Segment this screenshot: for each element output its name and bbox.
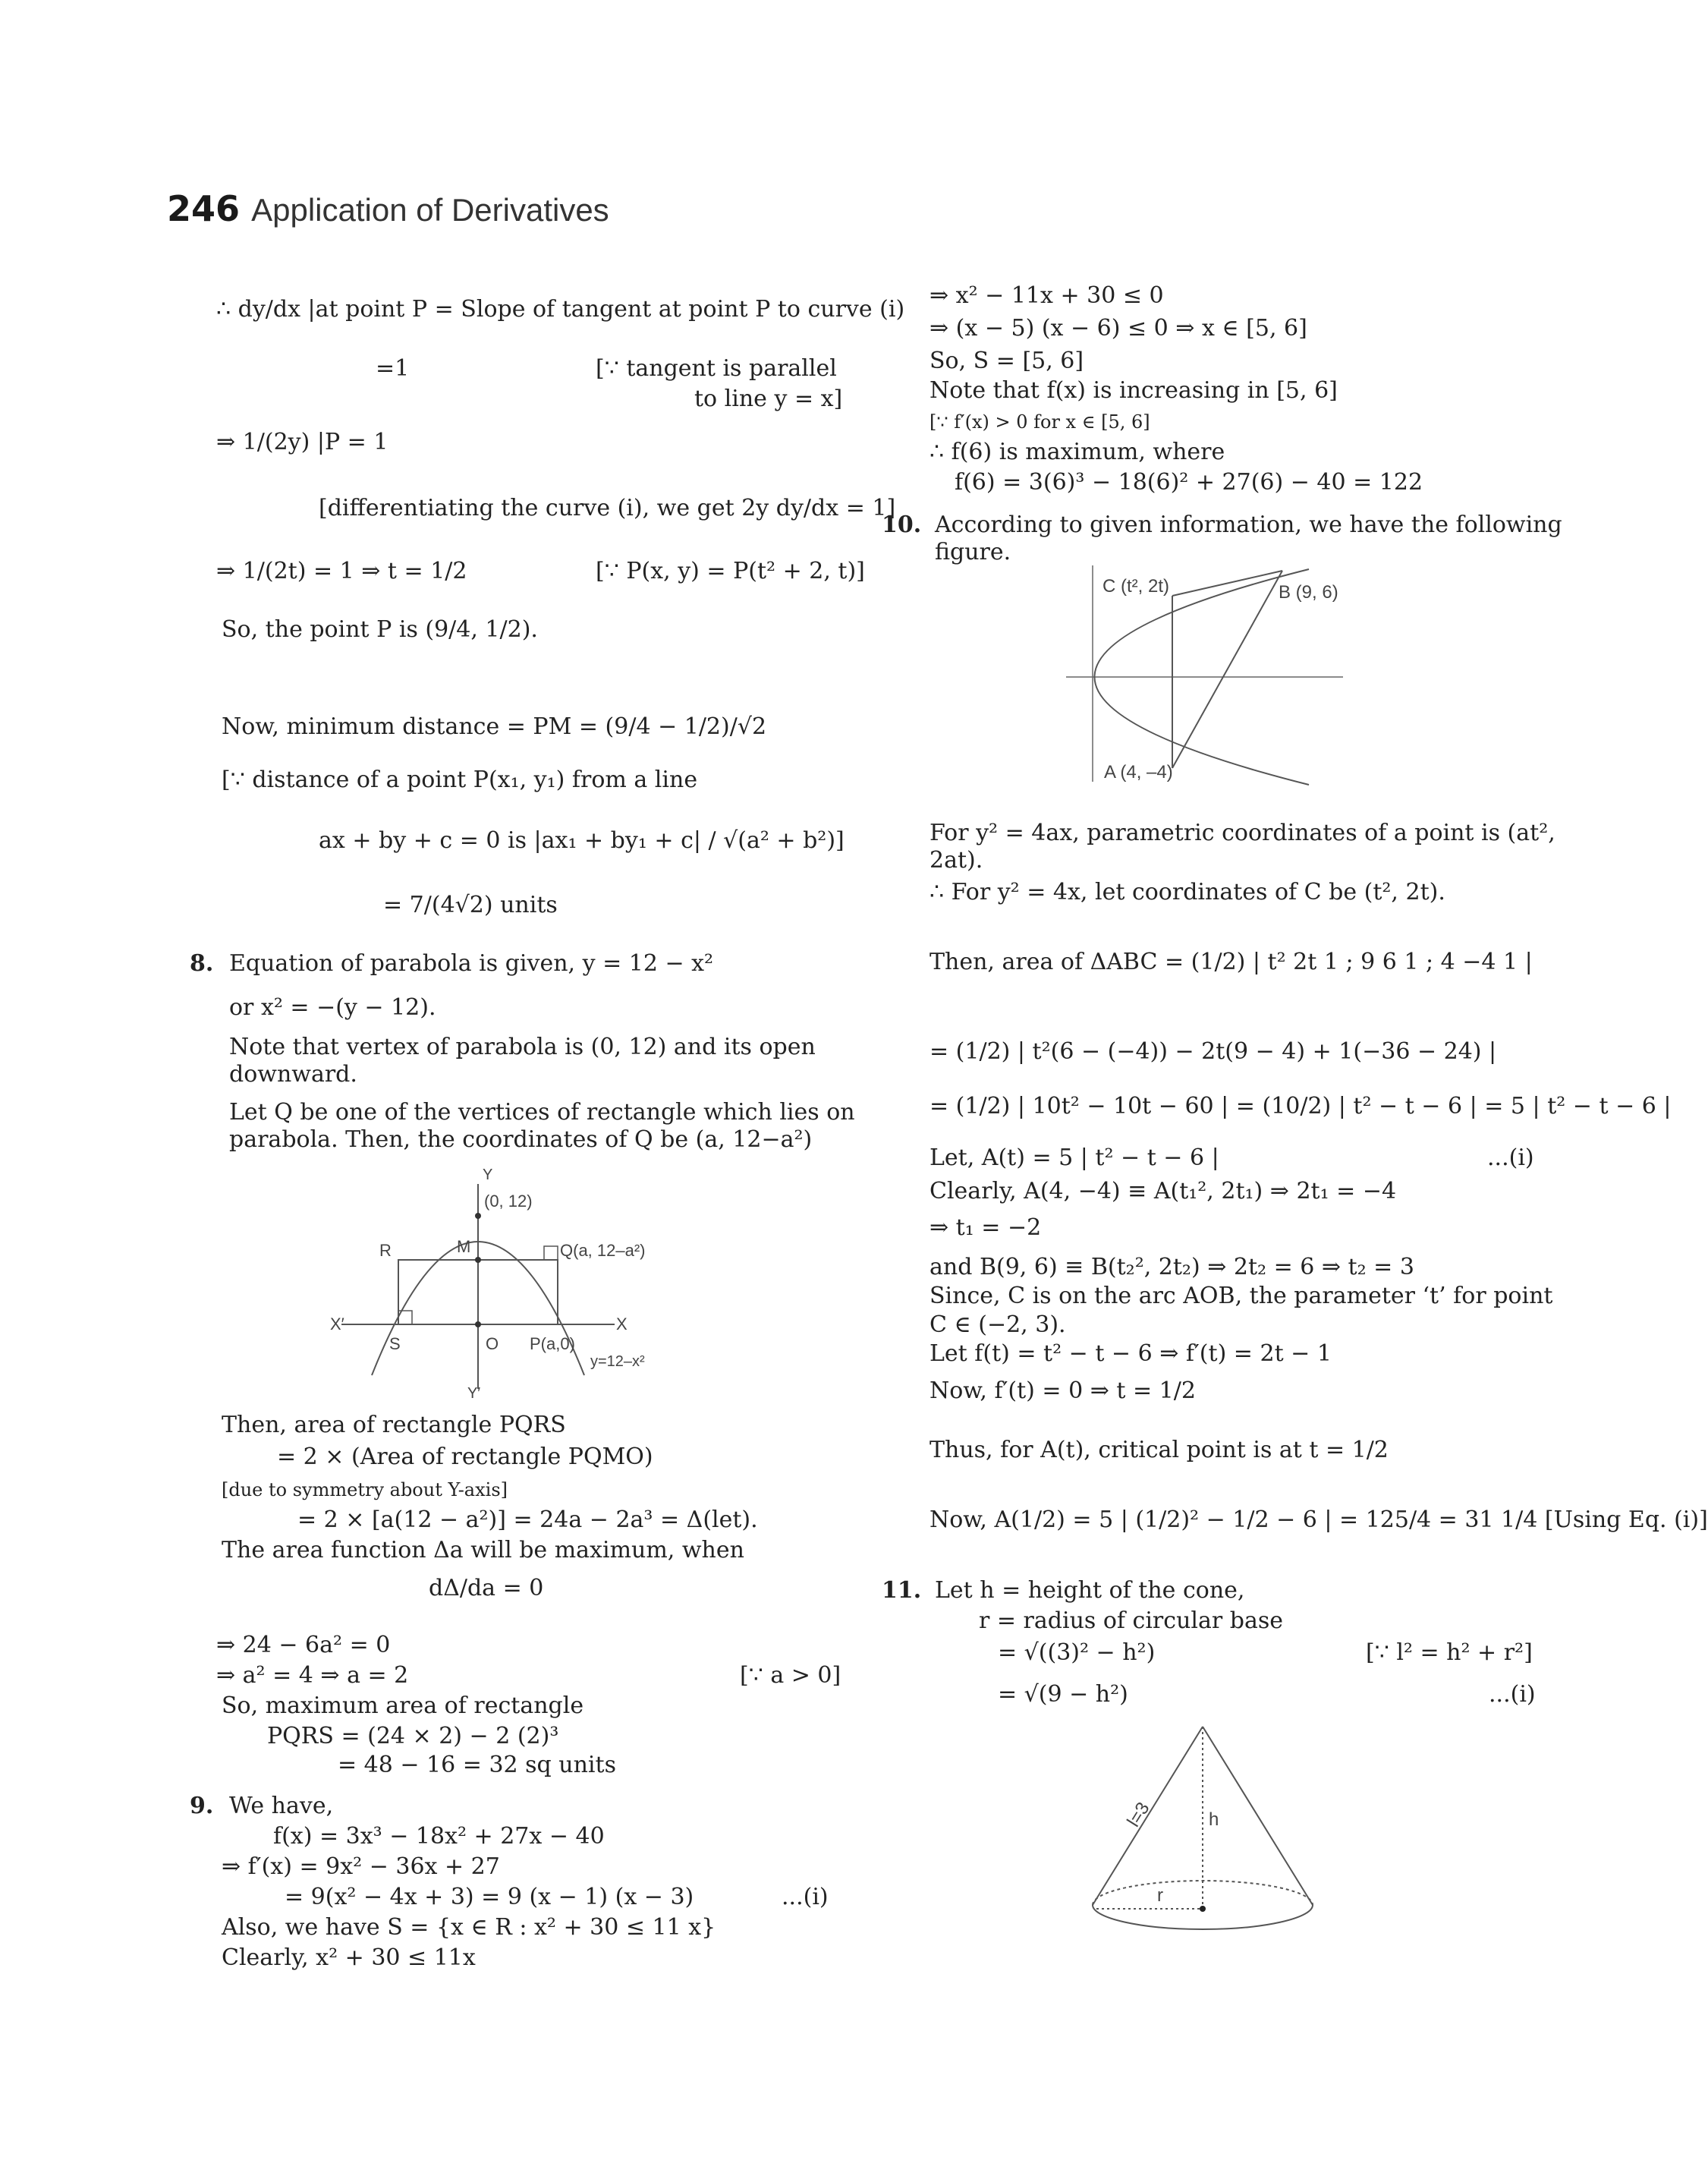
cone-slant-right bbox=[1203, 1727, 1313, 1905]
left-line-12: ax + by + c = 0 is |ax₁ + by₁ + c| / √(a² + b²)] bbox=[319, 827, 845, 854]
origin-point bbox=[475, 1321, 481, 1327]
q8-line-10: = 2 × [a(12 − a²)] = 24a − 2a³ = Δ(let). bbox=[297, 1507, 758, 1533]
q8-line-2: or x² = −(y − 12). bbox=[229, 994, 436, 1021]
page-title: Application of Derivatives bbox=[251, 192, 609, 228]
q8-line-3: Note that vertex of parabola is (0, 12) and its open bbox=[229, 1034, 816, 1060]
right-line-1: ⇒ x² − 11x + 30 ≤ 0 bbox=[929, 282, 1164, 309]
q9-line-1: We have, bbox=[229, 1793, 334, 1819]
q9-line-6: Also, we have S = {x ∈ R : x² + 30 ≤ 11 x} bbox=[222, 1914, 716, 1941]
q11-line-5: = √(9 − h²) bbox=[998, 1681, 1128, 1708]
q8-line-1: Equation of parabola is given, y = 12 − x² bbox=[229, 950, 714, 977]
q8-line-13: ⇒ 24 − 6a² = 0 bbox=[216, 1632, 391, 1658]
fig10-label-c: C (t², 2t) bbox=[1102, 576, 1169, 597]
q10-line-14: Since, C is on the arc AOB, the parameter ‘t’ for point bbox=[929, 1283, 1553, 1309]
left-line-2: =1 bbox=[376, 355, 410, 382]
fig8-label-xneg: X′ bbox=[330, 1315, 344, 1333]
right-angle-mark-p bbox=[544, 1246, 558, 1260]
q10-line-8: = (1/2) | 10t² − 10t − 60 | = (10/2) | t² − t − 6 | = 5 | t² − t − 6 | bbox=[929, 1093, 1672, 1119]
q10-line-9: Let, A(t) = 5 | t² − t − 6 | bbox=[929, 1145, 1219, 1171]
q9-line-4: = 9(x² − 4x + 3) = 9 (x − 1) (x − 3) bbox=[285, 1884, 694, 1910]
right-line-6: ∴ f(6) is maximum, where bbox=[929, 439, 1225, 465]
fig8-label-q: Q(a, 12–a²) bbox=[560, 1241, 646, 1260]
left-line-8: [∵ P(x, y) = P(t² + 2, t)] bbox=[596, 558, 865, 584]
fig8-label-r: R bbox=[379, 1241, 392, 1260]
q10-line-1: According to given information, we have the following bbox=[935, 512, 1562, 538]
left-line-6: [differentiating the curve (i), we get 2y dy/dx = 1] bbox=[319, 495, 896, 521]
fig11-label-r: r bbox=[1157, 1885, 1163, 1906]
q10-line-15: C ∈ (−2, 3). bbox=[929, 1311, 1066, 1338]
fig10-label-b: B (9, 6) bbox=[1279, 582, 1338, 603]
fig8-label-x: X bbox=[616, 1315, 628, 1333]
q11-number: 11. bbox=[882, 1577, 922, 1604]
parabola-triangle-figure bbox=[1058, 562, 1362, 797]
q11-line-3: = √((3)² − h²) bbox=[998, 1639, 1156, 1666]
q9-line-7: Clearly, x² + 30 ≤ 11x bbox=[222, 1944, 476, 1971]
q10-line-19: Now, A(1/2) = 5 | (1/2)² − 1/2 − 6 | = 125/4 = 31 1/4 [Using Eq. (i)] bbox=[929, 1507, 1708, 1533]
fig8-label-curve: y=12–x² bbox=[590, 1353, 645, 1370]
q10-line-5: ∴ For y² = 4x, let coordinates of C be (t², 2t). bbox=[929, 879, 1445, 905]
q10-line-16: Let f(t) = t² − t − 6 ⇒ f′(t) = 2t − 1 bbox=[929, 1340, 1332, 1367]
q10-line-6: Then, area of ΔABC = (1/2) | t² 2t 1 ; 9 6 1 ; 4 −4 1 | bbox=[929, 949, 1533, 975]
cone-base-center bbox=[1200, 1906, 1206, 1912]
left-line-11: [∵ distance of a point P(x₁, y₁) from a line bbox=[222, 767, 698, 793]
q11-line-6: ...(i) bbox=[1489, 1681, 1536, 1708]
left-line-13: = 7/(4√2) units bbox=[383, 892, 558, 918]
fig8-label-vertex: (0, 12) bbox=[484, 1192, 533, 1211]
fig11-label-h: h bbox=[1209, 1809, 1219, 1830]
q8-line-6: parabola. Then, the coordinates of Q be (a, 12−a²) bbox=[229, 1126, 813, 1153]
fig10-label-a: A (4, –4) bbox=[1104, 762, 1173, 782]
fig11-label-l: l=3 bbox=[1123, 1798, 1154, 1831]
cone-figure bbox=[1081, 1719, 1339, 1947]
q8-line-15: [∵ a > 0] bbox=[740, 1662, 841, 1689]
q8-line-18: = 48 − 16 = 32 sq units bbox=[338, 1752, 616, 1778]
fig10-side-ab bbox=[1172, 571, 1282, 768]
q8-line-12: dΔ/da = 0 bbox=[429, 1575, 544, 1601]
q10-number: 10. bbox=[882, 512, 922, 538]
fig8-label-m: M bbox=[457, 1237, 471, 1256]
q8-line-8: = 2 × (Area of rectangle PQMO) bbox=[277, 1444, 653, 1470]
q8-line-5: Let Q be one of the vertices of rectangle which lies on bbox=[229, 1099, 855, 1126]
right-line-5: [∵ f′(x) > 0 for x ∈ [5, 6] bbox=[929, 411, 1150, 433]
q8-line-9: [due to symmetry about Y-axis] bbox=[222, 1479, 508, 1500]
vertex-point bbox=[475, 1213, 481, 1219]
q8-line-11: The area function Δa will be maximum, when bbox=[222, 1537, 744, 1563]
parabola-rectangle-figure bbox=[330, 1161, 698, 1404]
page-number: 246 bbox=[167, 188, 241, 229]
q10-line-4: 2at). bbox=[929, 847, 983, 874]
q10-line-7: = (1/2) | t²(6 − (−4)) − 2t(9 − 4) + 1(−36 − 24) | bbox=[929, 1038, 1497, 1065]
fig8-label-y: Y bbox=[483, 1167, 493, 1183]
q8-number: 8. bbox=[190, 950, 214, 977]
left-line-9: So, the point P is (9/4, 1/2). bbox=[222, 616, 538, 643]
q11-line-2: r = radius of circular base bbox=[979, 1607, 1283, 1634]
right-line-4: Note that f(x) is increasing in [5, 6] bbox=[929, 377, 1338, 404]
fig8-label-o: O bbox=[486, 1334, 499, 1353]
q8-line-4: downward. bbox=[229, 1061, 357, 1088]
q9-number: 9. bbox=[190, 1793, 214, 1819]
q10-line-10: ...(i) bbox=[1487, 1145, 1534, 1171]
q10-line-13: and B(9, 6) ≡ B(t₂², 2t₂) ⇒ 2t₂ = 6 ⇒ t₂ = 3 bbox=[929, 1254, 1414, 1280]
q10-line-3: For y² = 4ax, parametric coordinates of a point is (at², bbox=[929, 820, 1555, 846]
q10-line-11: Clearly, A(4, −4) ≡ A(t₁², 2t₁) ⇒ 2t₁ = −4 bbox=[929, 1178, 1397, 1204]
q8-line-16: So, maximum area of rectangle bbox=[222, 1692, 584, 1719]
q10-line-17: Now, f′(t) = 0 ⇒ t = 1/2 bbox=[929, 1378, 1196, 1404]
q9-line-2: f(x) = 3x³ − 18x² + 27x − 40 bbox=[273, 1823, 605, 1850]
right-line-3: So, S = [5, 6] bbox=[929, 348, 1084, 374]
right-line-7: f(6) = 3(6)³ − 18(6)² + 27(6) − 40 = 122 bbox=[955, 469, 1423, 496]
q11-line-4: [∵ l² = h² + r²] bbox=[1366, 1639, 1533, 1666]
left-line-4: to line y = x] bbox=[694, 386, 843, 412]
fig8-label-yneg: Y′ bbox=[467, 1385, 481, 1402]
page-header bbox=[167, 188, 609, 229]
left-line-5: ⇒ 1/(2y) |P = 1 bbox=[216, 429, 388, 455]
fig8-label-p: P(a,0) bbox=[530, 1334, 575, 1353]
left-line-3: [∵ tangent is parallel bbox=[596, 355, 837, 382]
right-line-2: ⇒ (x − 5) (x − 6) ≤ 0 ⇒ x ∈ [5, 6] bbox=[929, 315, 1307, 342]
q10-line-2: figure. bbox=[935, 539, 1011, 565]
q9-line-3: ⇒ f′(x) = 9x² − 36x + 27 bbox=[222, 1853, 500, 1880]
left-line-1: ∴ dy/dx |at point P = Slope of tangent at point P to curve (i) bbox=[216, 296, 905, 323]
q10-line-12: ⇒ t₁ = −2 bbox=[929, 1214, 1042, 1241]
left-line-10: Now, minimum distance = PM = (9/4 − 1/2)/√2 bbox=[222, 713, 767, 740]
q8-line-7: Then, area of rectangle PQRS bbox=[222, 1412, 566, 1438]
left-line-7: ⇒ 1/(2t) = 1 ⇒ t = 1/2 bbox=[216, 558, 467, 584]
q11-line-1: Let h = height of the cone, bbox=[935, 1577, 1245, 1604]
q10-line-18: Thus, for A(t), critical point is at t = 1/2 bbox=[929, 1437, 1389, 1463]
q9-line-5: ...(i) bbox=[782, 1884, 829, 1910]
q8-line-14: ⇒ a² = 4 ⇒ a = 2 bbox=[216, 1662, 409, 1689]
q8-line-17: PQRS = (24 × 2) − 2 (2)³ bbox=[267, 1723, 559, 1749]
fig8-label-s: S bbox=[389, 1334, 401, 1353]
point-m bbox=[475, 1257, 481, 1263]
